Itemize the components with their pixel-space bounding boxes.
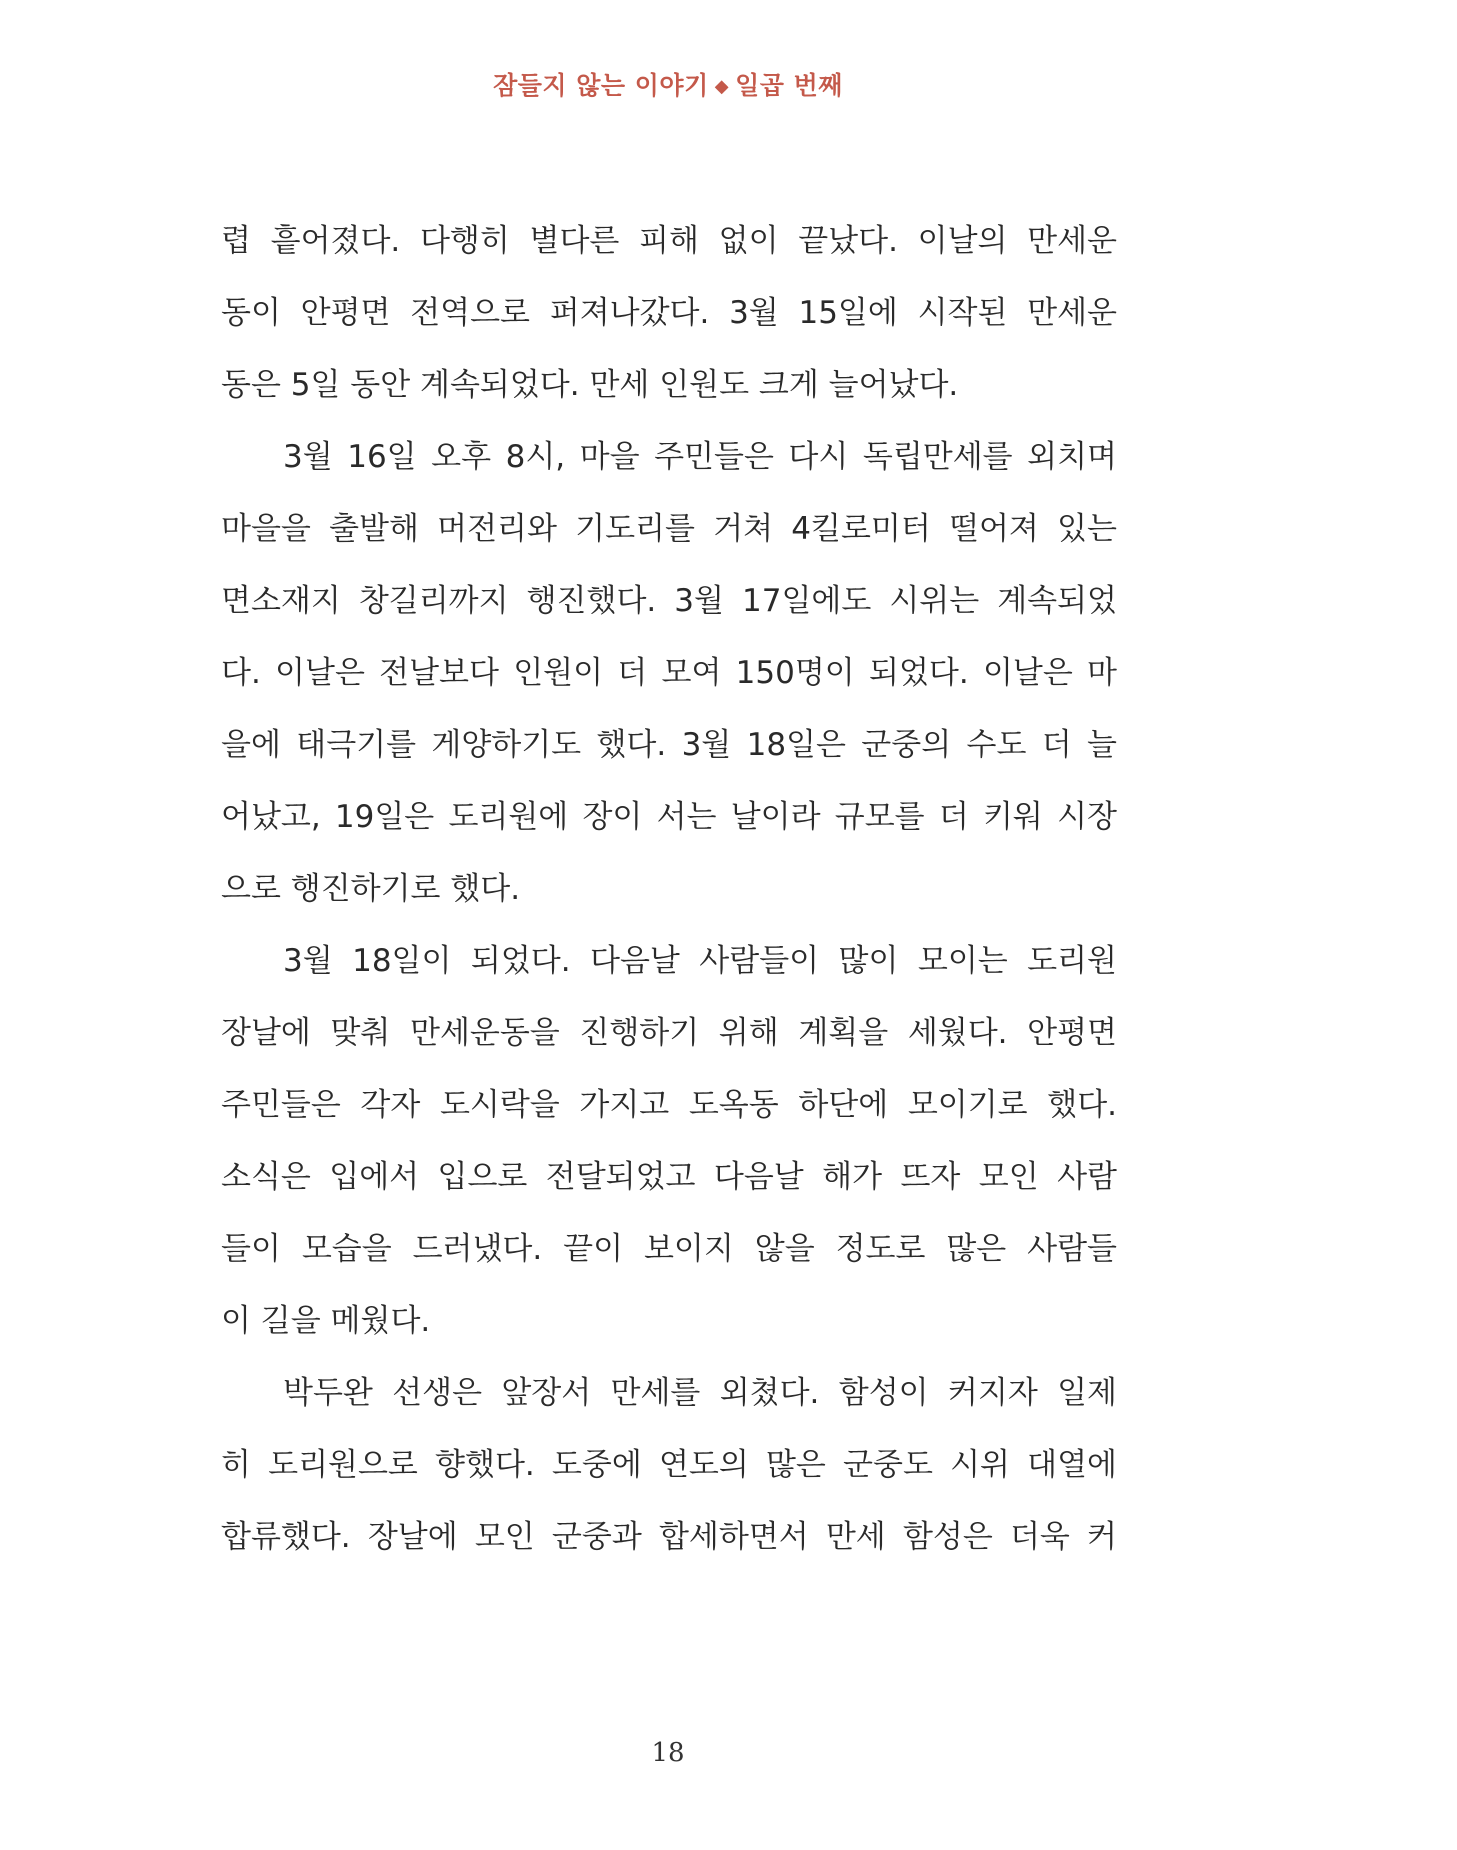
text-line: 합류했다. 장날에 모인 군중과 합세하면서 만세 함성은 더욱 커 <box>221 1519 1117 1555</box>
text-line: 동은 5일 동안 계속되었다. 만세 인원도 크게 늘어났다. <box>221 367 959 403</box>
text-line: 다. 이날은 전날보다 인원이 더 모여 150명이 되었다. 이날은 마 <box>221 655 1117 691</box>
text-line: 동이 안평면 전역으로 퍼져나갔다. 3월 15일에 시작된 만세운 <box>221 295 1117 331</box>
text-line: 박두완 선생은 앞장서 만세를 외쳤다. 함성이 커지자 일제 <box>283 1375 1117 1411</box>
text-line: 이 길을 메웠다. <box>221 1303 431 1339</box>
text-line: 3월 18일이 되었다. 다음날 사람들이 많이 모이는 도리원 <box>283 943 1117 979</box>
text-line: 면소재지 창길리까지 행진했다. 3월 17일에도 시위는 계속되었 <box>221 583 1117 619</box>
text-line: 으로 행진하기로 했다. <box>221 871 521 907</box>
running-header <box>0 66 1336 102</box>
chapter-title: 일곱 번째 <box>735 71 843 100</box>
text-line: 들이 모습을 드러냈다. 끝이 보이지 않을 정도로 많은 사람들 <box>221 1231 1117 1267</box>
text-line: 소식은 입에서 입으로 전달되었고 다음날 해가 뜨자 모인 사람 <box>221 1159 1117 1195</box>
page-number: 18 <box>651 1738 685 1768</box>
text-line: 렵 흩어졌다. 다행히 별다른 피해 없이 끝났다. 이날의 만세운 <box>221 223 1117 259</box>
text-line: 을에 태극기를 게양하기도 했다. 3월 18일은 군중의 수도 더 늘 <box>221 727 1117 763</box>
text-line: 주민들은 각자 도시락을 가지고 도옥동 하단에 모이기로 했다. <box>221 1087 1117 1123</box>
text-line: 장날에 맞춰 만세운동을 진행하기 위해 계획을 세웠다. 안평면 <box>221 1015 1117 1051</box>
text-line: 히 도리원으로 향했다. 도중에 연도의 많은 군중도 시위 대열에 <box>221 1447 1117 1483</box>
book-title: 잠들지 않는 이야기 <box>493 71 709 100</box>
text-line: 마을을 출발해 머전리와 기도리를 거쳐 4킬로미터 떨어져 있는 <box>221 511 1117 547</box>
body-text <box>221 205 1117 1573</box>
text-line: 3월 16일 오후 8시, 마을 주민들은 다시 독립만세를 외치며 <box>283 439 1117 475</box>
text-line: 어났고, 19일은 도리원에 장이 서는 날이라 규모를 더 키워 시장 <box>221 799 1117 835</box>
diamond-separator-icon: ◆ <box>714 76 730 97</box>
